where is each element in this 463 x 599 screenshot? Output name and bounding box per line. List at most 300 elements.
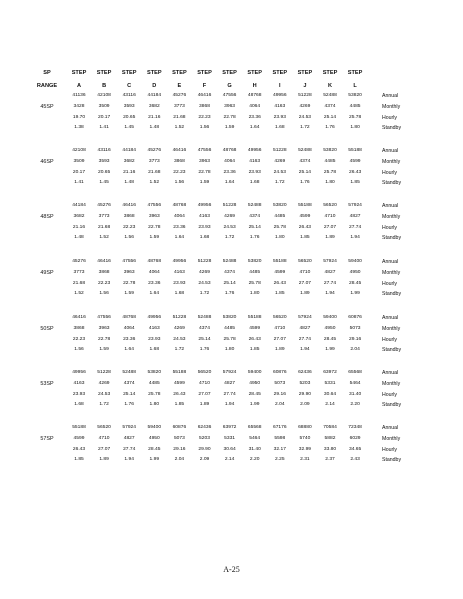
table-cell: 46416 — [72, 315, 86, 320]
table-cell: 55188 — [247, 315, 262, 320]
table-cell: 27.74 — [223, 391, 236, 397]
table-cell: 1.89 — [325, 235, 335, 241]
header-step-word: STEP — [247, 70, 262, 76]
table-cell: 29.16 — [348, 336, 362, 342]
table-cell: 47556 — [222, 93, 237, 98]
row-label: Annual — [382, 148, 399, 154]
table-cell: 4827 — [349, 213, 361, 219]
table-cell: 43116 — [97, 148, 111, 153]
table-cell: 1.59 — [199, 180, 210, 186]
table-cell: 3428 — [73, 103, 85, 109]
table-cell: 49956 — [147, 315, 162, 320]
table-cell: 24.53 — [273, 169, 286, 175]
page-number: A-25 — [223, 565, 240, 574]
table-cell: 55188 — [72, 425, 86, 430]
table-cell: 55188 — [348, 148, 362, 153]
table-cell: 2.14 — [325, 402, 335, 408]
table-cell: 1.68 — [174, 291, 185, 297]
table-cell: 4710 — [299, 269, 311, 275]
table-cell: 20.17 — [72, 169, 86, 175]
row-label: Standby — [382, 347, 402, 354]
table-cell: 1.59 — [224, 125, 235, 131]
table-cell: 5073 — [173, 435, 185, 441]
table-cell: 25.78 — [348, 114, 362, 120]
table-cell: 3868 — [98, 269, 110, 275]
table-cell: 68880 — [298, 425, 312, 430]
table-cell: 4485 — [324, 158, 336, 164]
row-label: Standby — [382, 402, 402, 409]
table-cell: 23.36 — [173, 224, 186, 230]
table-cell: 46416 — [122, 203, 136, 208]
table-cell: 4950 — [148, 435, 160, 441]
table-cell: 72348 — [348, 425, 362, 430]
table-cell: 1.76 — [124, 402, 134, 408]
table-cell: 3773 — [173, 103, 185, 109]
table-cell: 25.78 — [248, 280, 261, 286]
table-cell: 45276 — [147, 148, 162, 153]
table-cell: 1.89 — [199, 402, 210, 408]
table-cell: 24.53 — [173, 336, 186, 342]
table-cell: 21.68 — [97, 224, 111, 230]
table-cell: 59400 — [147, 425, 162, 430]
table-cell: 1.52 — [149, 180, 160, 186]
range-label: 45SP — [40, 103, 54, 110]
table-cell: 4163 — [173, 269, 185, 275]
table-cell: 22.78 — [198, 169, 211, 175]
table-cell: 67176 — [272, 425, 287, 430]
table-cell: 51228 — [172, 315, 187, 320]
table-cell: 57924 — [323, 259, 337, 264]
table-cell: 53820 — [272, 203, 287, 208]
header-step-letter: E — [177, 83, 182, 89]
table-cell: 1.94 — [325, 291, 335, 297]
table-cell: 1.68 — [199, 235, 210, 241]
table-cell: 1.56 — [199, 125, 210, 131]
header-step-letter: A — [76, 83, 82, 89]
table-cell: 29.90 — [198, 446, 211, 452]
table-cell: 59400 — [247, 370, 262, 375]
table-cell: 56520 — [197, 370, 212, 375]
table-cell: 21.16 — [123, 169, 136, 175]
table-cell: 62436 — [197, 425, 212, 430]
row-label: Annual — [382, 370, 399, 376]
table-cell: 4710 — [199, 380, 210, 386]
table-cell: 28.45 — [248, 391, 261, 397]
table-cell: 2.04 — [275, 402, 285, 408]
row-label: Annual — [382, 93, 399, 99]
table-cell: 1.85 — [350, 180, 360, 186]
header-step-letter: C — [127, 83, 132, 89]
header-step-word: STEP — [322, 70, 338, 76]
row-label: Annual — [382, 425, 399, 431]
table-cell: 23.36 — [148, 280, 161, 286]
table-cell: 20.65 — [97, 169, 111, 175]
table-cell: 56520 — [298, 259, 312, 264]
table-cell: 26.43 — [72, 446, 86, 452]
table-cell: 1.68 — [149, 347, 160, 353]
table-cell: 1.56 — [174, 180, 185, 186]
table-cell: 22.23 — [72, 336, 86, 342]
header-step-letter: B — [102, 83, 107, 89]
table-cell: 42108 — [97, 93, 111, 98]
table-cell: 42108 — [72, 148, 86, 153]
table-cell: 52488 — [222, 259, 237, 264]
table-cell: 51228 — [298, 93, 312, 98]
table-cell: 4064 — [224, 158, 236, 164]
table-cell: 20.17 — [97, 114, 111, 120]
table-cell: 22.78 — [223, 114, 236, 120]
table-cell: 27.74 — [123, 446, 136, 452]
table-cell: 1.59 — [149, 235, 160, 241]
table-cell: 48768 — [247, 93, 262, 98]
table-cell: 1.85 — [74, 457, 84, 463]
table-cell: 3868 — [173, 158, 185, 164]
table-cell: 4064 — [148, 269, 160, 275]
table-cell: 1.45 — [99, 180, 109, 186]
table-cell: 1.59 — [124, 291, 134, 297]
table-cell: 65568 — [348, 370, 362, 375]
table-cell: 1.94 — [224, 402, 235, 408]
table-cell: 2.31 — [300, 457, 310, 463]
table-cell: 47556 — [197, 148, 212, 153]
table-cell: 23.93 — [72, 391, 86, 397]
table-cell: 1.64 — [149, 291, 160, 297]
table-cell: 60876 — [272, 370, 287, 375]
table-cell: 49956 — [247, 148, 262, 153]
header-step-word: STEP — [71, 70, 87, 76]
table-cell: 3963 — [123, 269, 135, 275]
table-cell: 2.43 — [350, 457, 360, 463]
table-cell: 3682 — [148, 103, 160, 109]
table-cell: 4163 — [199, 213, 210, 219]
table-cell: 4163 — [274, 103, 286, 109]
range-label: 57SP — [40, 435, 54, 442]
table-cell: 4950 — [249, 380, 261, 386]
row-label: Hourly — [382, 391, 397, 398]
table-cell: 4485 — [224, 325, 236, 331]
table-cell: 1.85 — [300, 235, 310, 241]
table-cell: 4599 — [349, 158, 361, 164]
table-cell: 25.14 — [298, 169, 312, 175]
table-cell: 4485 — [249, 269, 261, 275]
row-label: Hourly — [382, 169, 397, 176]
table-cell: 1.38 — [74, 125, 84, 131]
table-cell: 2.25 — [275, 457, 285, 463]
table-cell: 1.99 — [325, 347, 335, 353]
table-cell: 2.20 — [350, 402, 360, 408]
header-range: RANGE — [36, 83, 58, 89]
table-cell: 47556 — [97, 315, 111, 320]
table-cell: 23.36 — [248, 114, 261, 120]
header-step-letter: J — [303, 83, 307, 89]
table-cell: 57924 — [222, 370, 237, 375]
table-cell: 22.23 — [173, 169, 186, 175]
header-step-letter: L — [353, 83, 357, 89]
table-cell: 1.48 — [74, 235, 84, 241]
table-cell: 44184 — [122, 148, 136, 153]
table-cell: 34.65 — [348, 446, 362, 452]
table-cell: 30.64 — [323, 391, 337, 397]
table-cell: 1.85 — [174, 402, 185, 408]
table-cell: 1.89 — [275, 347, 285, 353]
row-label: Monthly — [382, 325, 401, 332]
table-cell: 22.23 — [97, 280, 111, 286]
header-step-word: STEP — [272, 70, 288, 76]
table-cell: 3963 — [199, 158, 210, 164]
table-cell: 5740 — [299, 435, 311, 441]
table-cell: 1.72 — [174, 347, 185, 353]
header-sp: SP — [43, 70, 51, 76]
table-cell: 3593 — [123, 103, 135, 109]
table-cell: 2.37 — [325, 457, 335, 463]
table-cell: 1.99 — [149, 457, 160, 463]
table-cell: 27.07 — [298, 280, 312, 286]
table-cell: 48768 — [147, 259, 162, 264]
table-cell: 1.72 — [275, 180, 285, 186]
table-cell: 3868 — [123, 213, 135, 219]
table-cell: 55188 — [172, 370, 187, 375]
table-cell: 1.56 — [74, 347, 84, 353]
table-cell: 55188 — [272, 259, 287, 264]
header-step-letter: I — [279, 83, 281, 89]
row-label: Standby — [382, 125, 402, 132]
table-cell: 4599 — [249, 325, 261, 331]
table-cell: 49956 — [72, 370, 86, 375]
header-step-letter: K — [327, 83, 333, 89]
table-cell: 1.68 — [74, 402, 84, 408]
table-cell: 1.85 — [275, 291, 285, 297]
table-cell: 4485 — [148, 380, 160, 386]
table-cell: 1.52 — [174, 125, 185, 131]
table-cell: 2.09 — [300, 402, 310, 408]
table-cell: 1.80 — [325, 180, 335, 186]
row-label: Hourly — [382, 224, 397, 231]
table-cell: 4599 — [274, 269, 286, 275]
table-cell: 4269 — [299, 103, 311, 109]
table-cell: 62436 — [298, 370, 312, 375]
table-cell: 5203 — [199, 435, 210, 441]
table-cell: 4827 — [224, 380, 236, 386]
table-cell: 52488 — [323, 93, 337, 98]
table-cell: 2.09 — [199, 457, 210, 463]
table-cell: 29.16 — [173, 446, 186, 452]
row-label: Annual — [382, 203, 399, 209]
table-cell: 4950 — [324, 325, 336, 331]
table-cell: 25.78 — [273, 224, 286, 230]
table-cell: 1.80 — [275, 235, 285, 241]
table-cell: 24.53 — [97, 391, 111, 397]
table-cell: 6029 — [349, 435, 361, 441]
table-cell: 57924 — [298, 315, 312, 320]
table-cell: 27.07 — [97, 446, 111, 452]
table-cell: 22.23 — [123, 224, 136, 230]
table-cell: 51228 — [197, 259, 212, 264]
table-cell: 4163 — [148, 325, 160, 331]
table-cell: 5203 — [299, 380, 311, 386]
table-cell: 4827 — [123, 435, 135, 441]
table-cell: 5882 — [324, 435, 336, 441]
table-cell: 65568 — [247, 425, 262, 430]
table-cell: 1.56 — [124, 235, 134, 241]
table-cell: 48768 — [172, 203, 187, 208]
table-cell: 53820 — [222, 315, 237, 320]
table-cell: 1.52 — [99, 235, 109, 241]
table-cell: 1.48 — [124, 180, 134, 186]
table-cell: 2.04 — [350, 347, 360, 353]
table-cell: 1.94 — [350, 235, 360, 241]
table-cell: 4163 — [249, 158, 261, 164]
table-cell: 3773 — [98, 213, 110, 219]
table-cell: 4710 — [324, 213, 336, 219]
table-cell: 22.78 — [123, 280, 136, 286]
row-label: Hourly — [382, 280, 397, 287]
table-cell: 59400 — [323, 315, 337, 320]
header-step-word: STEP — [297, 70, 313, 76]
header-step-letter: H — [252, 83, 257, 89]
row-label: Monthly — [382, 213, 401, 220]
table-cell: 27.74 — [323, 280, 337, 286]
table-cell: 1.76 — [325, 125, 335, 131]
table-cell: 28.45 — [323, 336, 337, 342]
row-label: Standby — [382, 235, 402, 242]
table-cell: 25.14 — [123, 391, 136, 397]
table-cell: 29.16 — [273, 391, 286, 397]
table-cell: 25.78 — [323, 169, 337, 175]
table-cell: 2.20 — [249, 457, 260, 463]
range-label: 48SP — [40, 213, 54, 220]
table-cell: 60876 — [172, 425, 187, 430]
table-cell: 4485 — [274, 213, 286, 219]
table-cell: 52488 — [197, 315, 212, 320]
table-cell: 1.64 — [124, 347, 134, 353]
table-cell: 1.48 — [149, 125, 160, 131]
table-cell: 21.68 — [72, 280, 86, 286]
table-cell: 46416 — [97, 259, 111, 264]
table-cell: 5598 — [274, 435, 286, 441]
table-cell: 5464 — [349, 380, 361, 386]
table-cell: 56520 — [323, 203, 337, 208]
table-cell: 3682 — [73, 213, 85, 219]
table-cell: 26.43 — [298, 224, 312, 230]
header-step-word: STEP — [172, 70, 187, 76]
table-cell: 57924 — [122, 425, 136, 430]
table-cell: 23.93 — [198, 224, 211, 230]
table-cell: 1.59 — [99, 347, 109, 353]
table-cell: 4827 — [299, 325, 311, 331]
table-cell: 1.72 — [199, 291, 210, 297]
table-cell: 49956 — [272, 93, 287, 98]
table-cell: 1.68 — [275, 125, 285, 131]
table-cell: 4064 — [249, 103, 261, 109]
table-cell: 1.94 — [124, 457, 134, 463]
table-cell: 5464 — [249, 435, 261, 441]
table-cell: 28.45 — [348, 280, 362, 286]
table-cell: 4827 — [324, 269, 336, 275]
header-step-word: STEP — [197, 70, 212, 76]
table-cell: 1.45 — [124, 125, 134, 131]
table-cell: 53820 — [247, 259, 262, 264]
table-cell: 2.14 — [224, 457, 235, 463]
table-cell: 63972 — [222, 425, 237, 430]
table-cell: 1.80 — [249, 291, 260, 297]
table-cell: 25.14 — [323, 114, 337, 120]
table-cell: 4599 — [73, 435, 85, 441]
row-label: Standby — [382, 291, 402, 298]
table-cell: 4374 — [249, 213, 261, 219]
header-step-word: STEP — [146, 70, 162, 76]
table-cell: 41136 — [72, 93, 86, 98]
table-cell: 52488 — [298, 148, 312, 153]
range-label: 53SP — [40, 380, 54, 387]
table-cell: 52488 — [247, 203, 262, 208]
row-label: Hourly — [382, 336, 397, 343]
table-cell: 4374 — [324, 103, 336, 109]
table-cell: 4374 — [299, 158, 311, 164]
table-cell: 1.72 — [224, 235, 235, 241]
table-cell: 21.68 — [148, 169, 161, 175]
table-cell: 46416 — [197, 93, 212, 98]
table-cell: 4269 — [224, 213, 236, 219]
table-cell: 25.14 — [223, 280, 236, 286]
table-cell: 25.14 — [198, 336, 211, 342]
table-cell: 53820 — [147, 370, 162, 375]
header-step-letter: F — [202, 83, 207, 89]
table-cell: 47556 — [122, 259, 136, 264]
range-label: 49SP — [40, 269, 54, 276]
table-cell: 23.93 — [148, 336, 161, 342]
table-cell: 55188 — [298, 203, 312, 208]
table-cell: 4064 — [123, 325, 135, 331]
table-cell: 1.94 — [300, 347, 310, 353]
table-cell: 57924 — [348, 203, 362, 208]
table-cell: 5073 — [274, 380, 286, 386]
table-cell: 25.78 — [148, 391, 161, 397]
table-cell: 2.04 — [174, 457, 185, 463]
table-cell: 1.85 — [249, 347, 260, 353]
header-step-word: STEP — [96, 70, 112, 76]
table-cell: 3868 — [199, 103, 210, 109]
table-cell: 1.99 — [350, 291, 360, 297]
table-cell: 23.36 — [223, 169, 236, 175]
row-label: Hourly — [382, 446, 397, 453]
table-cell: 70584 — [323, 425, 337, 430]
table-cell: 26.43 — [173, 391, 186, 397]
table-cell: 3682 — [123, 158, 135, 164]
table-cell: 29.90 — [298, 391, 312, 397]
table-cell: 32.99 — [298, 446, 312, 452]
table-cell: 45276 — [72, 259, 86, 264]
table-cell: 44184 — [147, 93, 162, 98]
row-label: Annual — [382, 315, 399, 321]
table-cell: 1.72 — [99, 402, 109, 408]
table-cell: 4374 — [123, 380, 135, 386]
table-cell: 25.14 — [248, 224, 261, 230]
table-cell: 20.65 — [123, 114, 136, 120]
table-cell: 24.53 — [298, 114, 312, 120]
table-cell: 27.07 — [323, 224, 337, 230]
table-cell: 3509 — [73, 158, 85, 164]
table-cell: 1.76 — [224, 291, 235, 297]
table-cell: 1.89 — [99, 457, 109, 463]
table-cell: 3773 — [148, 158, 160, 164]
table-cell: 4269 — [199, 269, 210, 275]
table-cell: 48768 — [222, 148, 237, 153]
table-cell: 1.64 — [224, 180, 235, 186]
range-label: 46SP — [40, 158, 54, 165]
table-cell: 21.16 — [72, 224, 86, 230]
table-cell: 3868 — [73, 325, 85, 331]
table-cell: 26.43 — [348, 169, 362, 175]
